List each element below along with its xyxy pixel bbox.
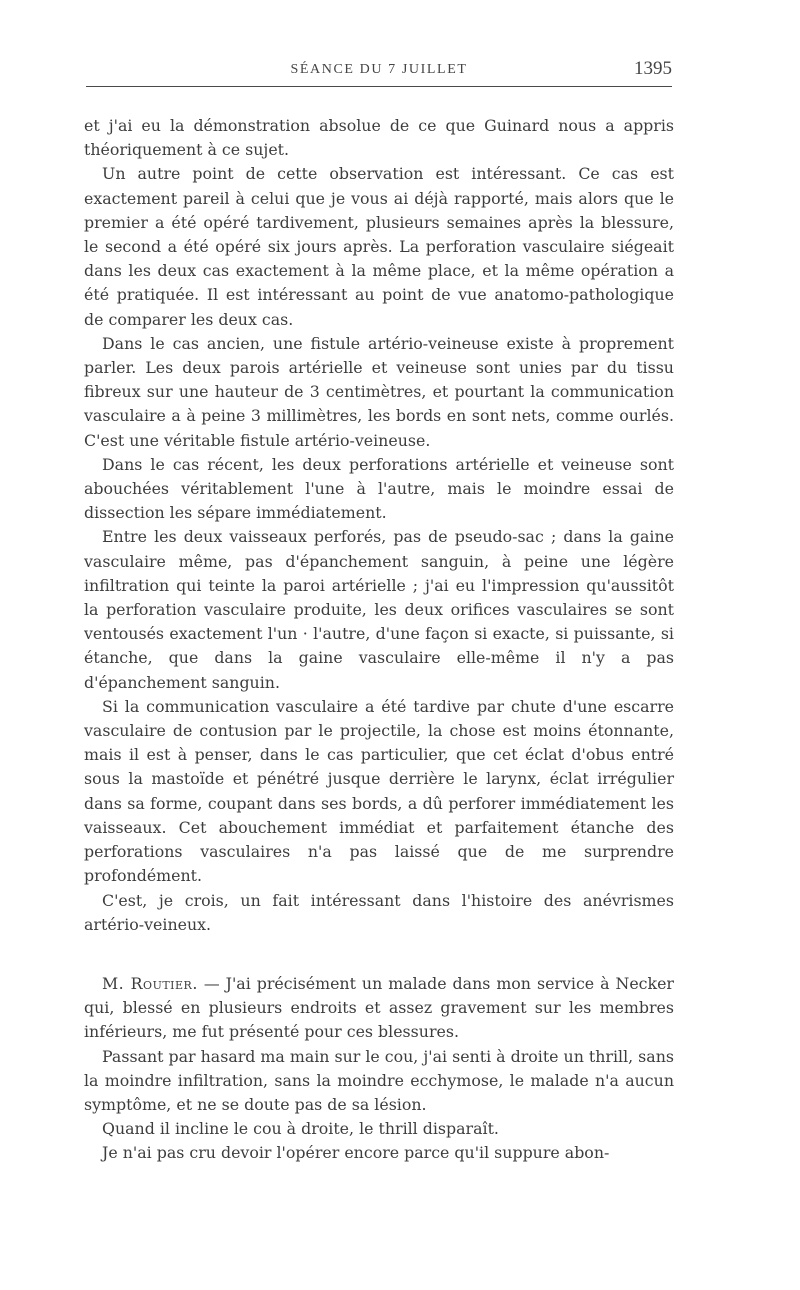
body-text xyxy=(84,114,674,1166)
speaker-name: M. Routier. xyxy=(102,973,198,993)
speaker-text: — J'ai précisément un malade dans mon service à Necker qui, blessé en plusieurs endroits et assez gravement sur les membres inférieurs, me fut présenté pour ces blessures. xyxy=(84,973,674,1042)
paragraph: Un autre point de cette observation est intéressant. Ce cas est exactement pareil à celui que je vous ai déjà rapporté, mais alors que le premier a été opéré tardivement, plusieurs semaines après la blessure, le second a été opéré six jours après. La perforation vasculaire siégeait dans les deux cas exactement à la même place, et la même opération a été pratiquée. Il est intéressant au point de vue anatomo-pathologique de comparer les deux cas. xyxy=(84,164,674,329)
running-header xyxy=(86,56,672,87)
paragraph: C'est, je crois, un fait intéressant dans l'histoire des anévrismes artério-veineux. xyxy=(84,890,674,934)
running-title: SÉANCE DU 7 JUILLET xyxy=(290,62,468,77)
paragraph: Entre les deux vaisseaux perforés, pas de pseudo-sac ; dans la gaine vasculaire même, pas d'épanchement sanguin, à peine une légère infiltration qui teinte la paroi artérielle ; j'ai eu l'impression qu'aussitôt la perforation vasculaire produite, les deux orifices vasculaires se sont ventousés exactement l'un · l'autre, d'une façon si exacte, si puissante, si étanche, que dans la gaine vasculaire elle-même il n'y a pas d'épanchement sanguin. xyxy=(84,527,674,692)
paragraph: Dans le cas récent, les deux perforations artérielle et veineuse sont abouchées véritablement l'une à l'autre, mais le moindre essai de dissection les sépare immédiatement. xyxy=(84,454,674,523)
paragraph: Quand il incline le cou à droite, le thrill disparaît. xyxy=(102,1119,499,1139)
speaker-paragraph xyxy=(84,972,674,1045)
paragraph: Je n'ai pas cru devoir l'opérer encore parce qu'il suppure abon- xyxy=(102,1143,610,1163)
paragraph: Passant par hasard ma main sur le cou, j'ai senti à droite un thrill, sans la moindre infiltration, sans la moindre ecchymose, le malade n'a aucun symptôme, et ne se doute pas de sa lésion. xyxy=(84,1046,674,1114)
paragraph: Dans le cas ancien, une fistule artério-veineuse existe à proprement parler. Les deux parois artérielle et veineuse sont unies par du tissu fibreux sur une hauteur de 3 centimètres, et pourtant la communication vasculaire a à peine 3 millimètres, les bords en sont nets, comme ourlés. C'est une véritable fistule artério-veineuse. xyxy=(84,333,674,450)
paragraph: Si la communication vasculaire a été tardive par chute d'une escarre vasculaire de contusion par le projectile, la chose est moins étonnante, mais il est à penser, dans le cas particulier, que cet éclat d'obus entré sous la mastoïde et pénétré jusque derrière le larynx, éclat irrégulier dans sa forme, coupant dans ses bords, a dû perforer immédiatement les vaisseaux. Cet abouchement immédiat et parfaitement étanche des perforations vasculaires n'a pas laissé que de me surprendre profondément. xyxy=(84,696,674,886)
section-gap xyxy=(84,937,674,972)
page-number: 1395 xyxy=(634,58,672,79)
paragraph: et j'ai eu la démonstration absolue de ce que Guinard nous a appris théoriquement à ce sujet. xyxy=(84,116,674,160)
